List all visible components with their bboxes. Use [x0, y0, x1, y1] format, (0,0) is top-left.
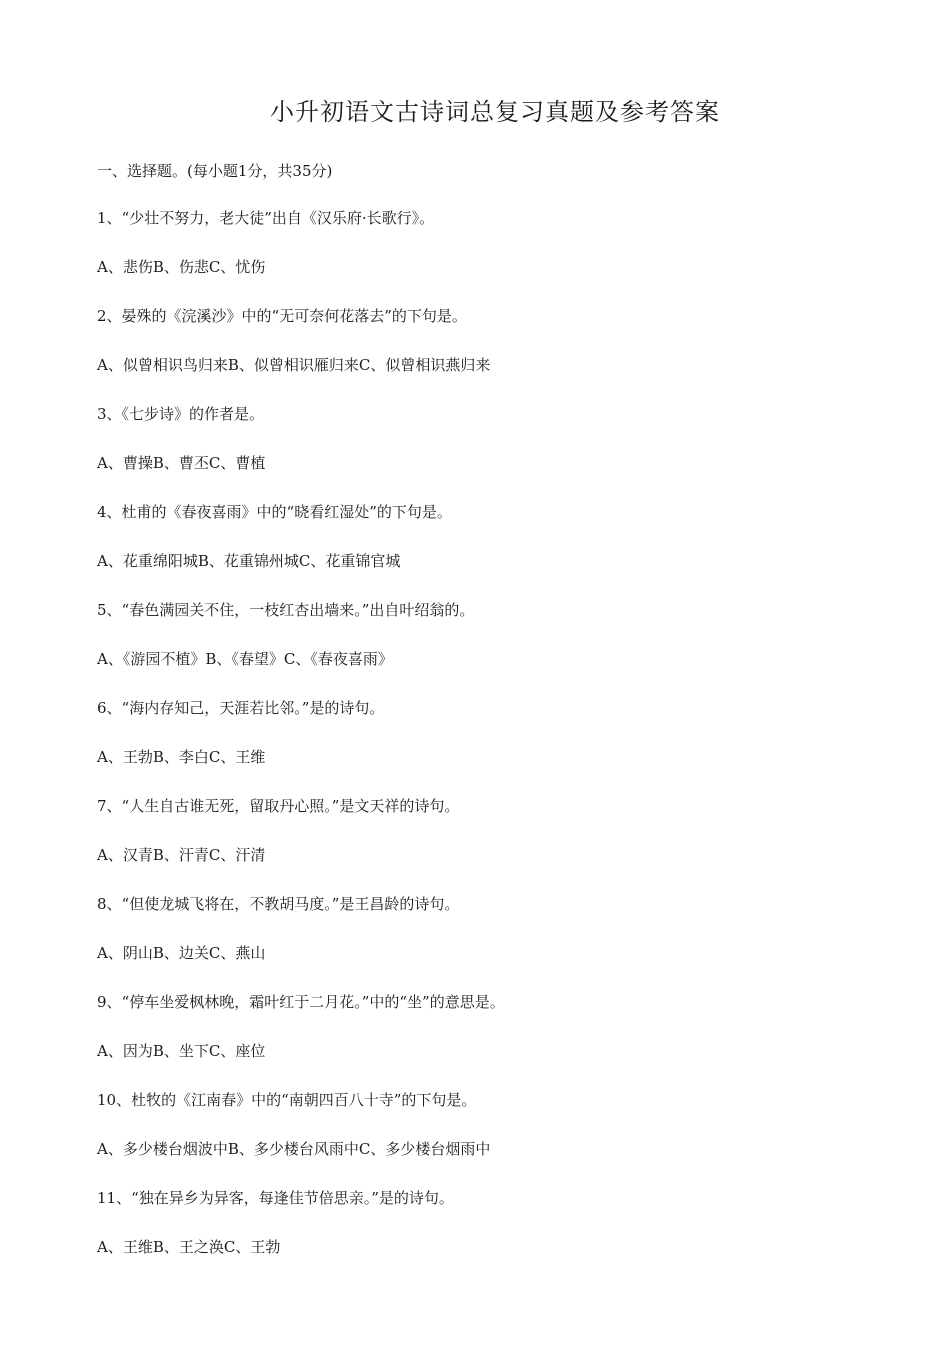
question-3: 3、《七步诗》的作者是。 [97, 405, 265, 423]
question-7-options: A、汉青B、汗青C、汗清 [97, 846, 266, 864]
question-2: 2、晏殊的《浣溪沙》中的“无可奈何花落去”的下句是。 [97, 307, 467, 325]
question-1-options: A、悲伤B、伤悲C、忧伤 [97, 258, 266, 276]
question-4-options: A、花重绵阳城B、花重锦州城C、花重锦官城 [97, 552, 401, 570]
question-list [97, 207, 917, 1285]
question-3-options: A、曹操B、曹丕C、曹植 [97, 454, 266, 472]
question-8-options: A、阴山B、边关C、燕山 [97, 944, 266, 962]
question-5-options: A、《游园不植》B、《春望》C、《春夜喜雨》 [97, 650, 393, 668]
question-6-options: A、王勃B、李白C、王维 [97, 748, 266, 766]
question-8: 8、“但使龙城飞将在，不教胡马度。”是王昌龄的诗句。 [97, 895, 460, 913]
question-10-options: A、多少楼台烟波中B、多少楼台风雨中C、多少楼台烟雨中 [97, 1140, 491, 1158]
question-6: 6、“海内存知己，天涯若比邻。”是的诗句。 [97, 699, 385, 717]
question-7: 7、“人生自古谁无死，留取丹心照。”是文天祥的诗句。 [97, 797, 460, 815]
question-9: 9、“停车坐爱枫林晚，霜叶红于二月花。”中的“坐”的意思是。 [97, 993, 505, 1011]
question-11-options: A、王维B、王之涣C、王勃 [97, 1238, 281, 1256]
question-9-options: A、因为B、坐下C、座位 [97, 1042, 266, 1060]
question-2-options: A、似曾相识鸟归来B、似曾相识雁归来C、似曾相识燕归来 [97, 356, 491, 374]
question-1: 1、“少壮不努力，老大徒”出自《汉乐府·长歌行》。 [97, 209, 435, 227]
document-title: 小升初语文古诗词总复习真题及参考答案 [270, 98, 720, 126]
question-10: 10、杜牧的《江南春》中的“南朝四百八十寺”的下句是。 [97, 1091, 477, 1109]
question-5: 5、“春色满园关不住，一枝红杏出墙来。”出自叶绍翁的。 [97, 601, 475, 619]
question-11: 11、“独在异乡为异客，每逢佳节倍思亲。”是的诗句。 [97, 1189, 454, 1207]
section-heading: 一、选择题。(每小题1分，共35分) [97, 162, 333, 180]
question-4: 4、杜甫的《春夜喜雨》中的“晓看红湿处”的下句是。 [97, 503, 452, 521]
